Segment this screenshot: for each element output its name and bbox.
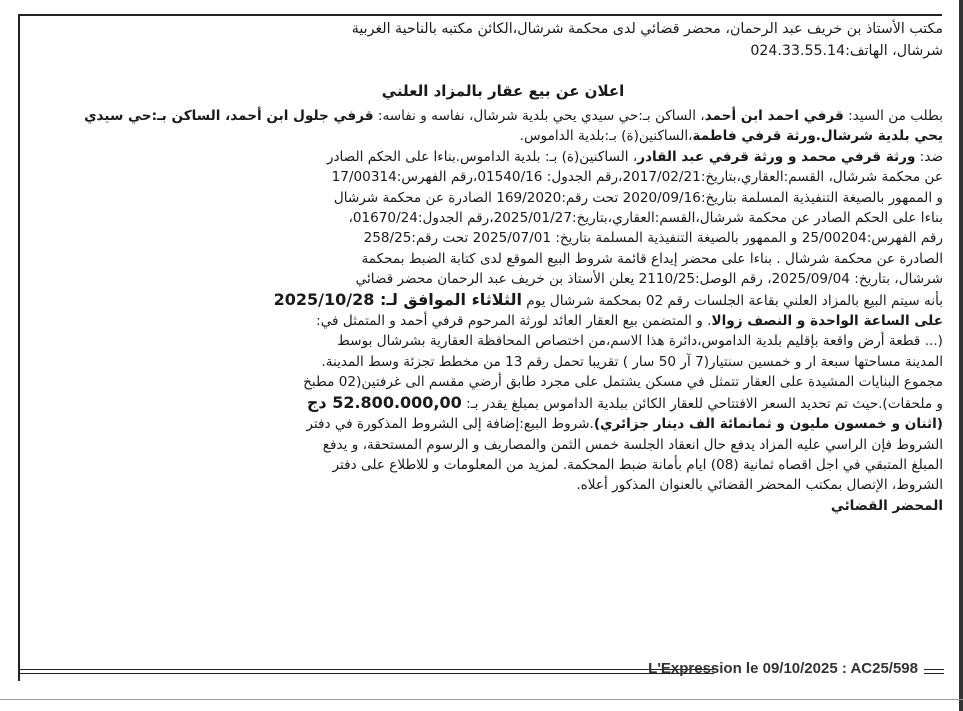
ruling-line-2: و الممهور بالصيغة التنفيذية المسلمة بتاريخ:2020/09/16 تحت رقم:169/2020 الصادرة عن محكمة شرشال <box>333 189 943 206</box>
terms-line-2: الشروط فإن الراسي عليه المزاد يدفع حال انعقاد الجلسة خمس الثمن والمصاريف و الرسوم المستحقة، و يدفع <box>322 436 943 453</box>
notice-content <box>63 18 943 516</box>
requester-prefix: بطلب من السيد: <box>843 108 943 124</box>
terms-line-4: الشروط، الإتصال بمكتب المحضر القضائي بالعنوان المذكور أعلاه. <box>576 477 943 494</box>
sale-time: على الساعة الواحدة و النصف زوالا <box>711 313 943 330</box>
sale-paragraph <box>63 290 943 311</box>
left-border-rule <box>18 16 20 681</box>
requester-name-2: قرفي جلول ابن أحمد، الساكن بـ:حي سيدي يحي بلدية شرشال.ورثة قرفي فاطمة <box>84 108 943 145</box>
publication-footer <box>18 660 944 686</box>
description-line-1: (... قطعة أرض واقعة بإقليم بلدية الداموس،دائرة هذا الاسم،من اختصاص المحافظة العقارية بشرشال بوسط <box>337 333 943 350</box>
requester-paragraph <box>63 106 943 147</box>
price-words-paragraph <box>63 414 943 434</box>
bottom-rule <box>0 699 963 700</box>
footer-rule <box>18 673 714 674</box>
ruling-line-5: الصادرة عن محكمة شرشال . بناءا على محضر إيداع قائمة شروط البيع الموقع لدى كتابة الضبط بمحكمة <box>361 250 943 267</box>
footer-rule-right <box>924 669 944 670</box>
price-words: (اثنان و خمسون مليون و ثمانمائة الف دينار جزائري) <box>593 416 943 433</box>
requester-rest-1: ، الساكن بـ:حي سيدي يحي بلدية شرشال، نفاسه و نفاسه: <box>373 108 705 124</box>
terms-line-1: .شروط البيع:إضافة إلى الشروط المذكورة في دفتر <box>306 416 594 433</box>
terms-line-3: المبلغ المتبقي في اجل اقصاه ثمانية (08) ايام بأمانة ضبط المحكمة. لمزيد من المعلومات و للاطلاع على دفتر <box>332 456 943 473</box>
ruling-line-1: عن محكمة شرشال، القسم:العقاري،بتاريخ:2017/02/21،رقم الجدول: 01540/16،رقم الفهرس:17/00314 <box>331 169 943 186</box>
requester-name-1: قرفي احمد ابن أحمد <box>704 108 844 124</box>
notice-title: اعلان عن بيع عقار بالمزاد العلني <box>381 82 625 100</box>
price-prefix: و ملحقات).حيث تم تحديد السعر الافتتاحي للعقار الكائن ببلدية الداموس بمبلغ يقدر بـ: <box>461 395 943 412</box>
footer-rule <box>18 669 714 670</box>
sale-date: الثلاثاء الموافق لـ: 2025/10/28 <box>273 289 522 309</box>
description-line-2: المدينة مساحتها سبعة ار و خمسين سنتيار(7 آر 50 سار ) تقريبا تحمل رقم 13 من مخطط تجزئة وسط المدينة. <box>321 353 943 370</box>
office-phone: شرشال، الهاتف:024.33.55.14 <box>750 43 943 59</box>
office-address: مكتب الأستاذ بن خريف عبد الرحمان، محضر قضائي لدى محكمة شرشال،الكائن مكتبه بالناحية الغربية <box>351 21 943 37</box>
notice-body <box>63 106 943 516</box>
ruling-line-4: رقم الفهرس:25/00204 و الممهور بالصيغة التنفيذية المسلمة بتاريخ: 2025/07/01 تحت رقم:258/25 <box>363 230 943 247</box>
description-line-3: مجموع البنايات المشيدة على العقار تتمثل في مسكن يشتمل على مجرد طابق أرضي مقسم الى غرفتين(02 مطبخ <box>303 374 943 391</box>
against-names: ورثة قرفي محمد و ورثة قرفي عبد القادر <box>637 148 916 165</box>
footer-rule-right <box>924 673 944 674</box>
sale-prefix: بأنه سيتم البيع بالمزاد العلني بقاعة الجلسات رقم 02 بمحكمة شرشال يوم <box>521 292 943 309</box>
sale-time-paragraph <box>63 311 943 331</box>
price-paragraph <box>63 393 943 414</box>
ruling-line-6: شرشال، بتاريخ: 2025/09/04، رقم الوصل:2110/25 يعلن الأستاذ بن خريف عبد الرحمان محضر قضائي <box>355 271 943 288</box>
price-figure: 52.800.000,00 دج <box>306 392 462 412</box>
bailiff-signature: المحضر القضائي <box>830 497 943 514</box>
requester-rest-2: ،الساكنين(ة) بـ:بلدية الداموس. <box>519 128 693 145</box>
sale-rest: . و المتضمن بيع العقار العائد لورثة المرحوم قرفي أحمد و المتمثل في: <box>316 313 712 330</box>
against-prefix: ضد: <box>915 148 943 165</box>
against-rest: ، الساكنين(ة) بـ: بلدية الداموس.بناءا على الحكم الصادر <box>326 148 638 165</box>
against-paragraph <box>63 147 943 167</box>
ruling-line-3: بناءا على الحكم الصادر عن محكمة شرشال،القسم:العقاري،بتاريخ:2025/01/27،رقم الجدول:01670/24، <box>348 210 943 227</box>
page-edge <box>959 0 963 711</box>
publication-reference: L'Expression le 09/10/2025 : AC25/598 <box>648 660 918 677</box>
